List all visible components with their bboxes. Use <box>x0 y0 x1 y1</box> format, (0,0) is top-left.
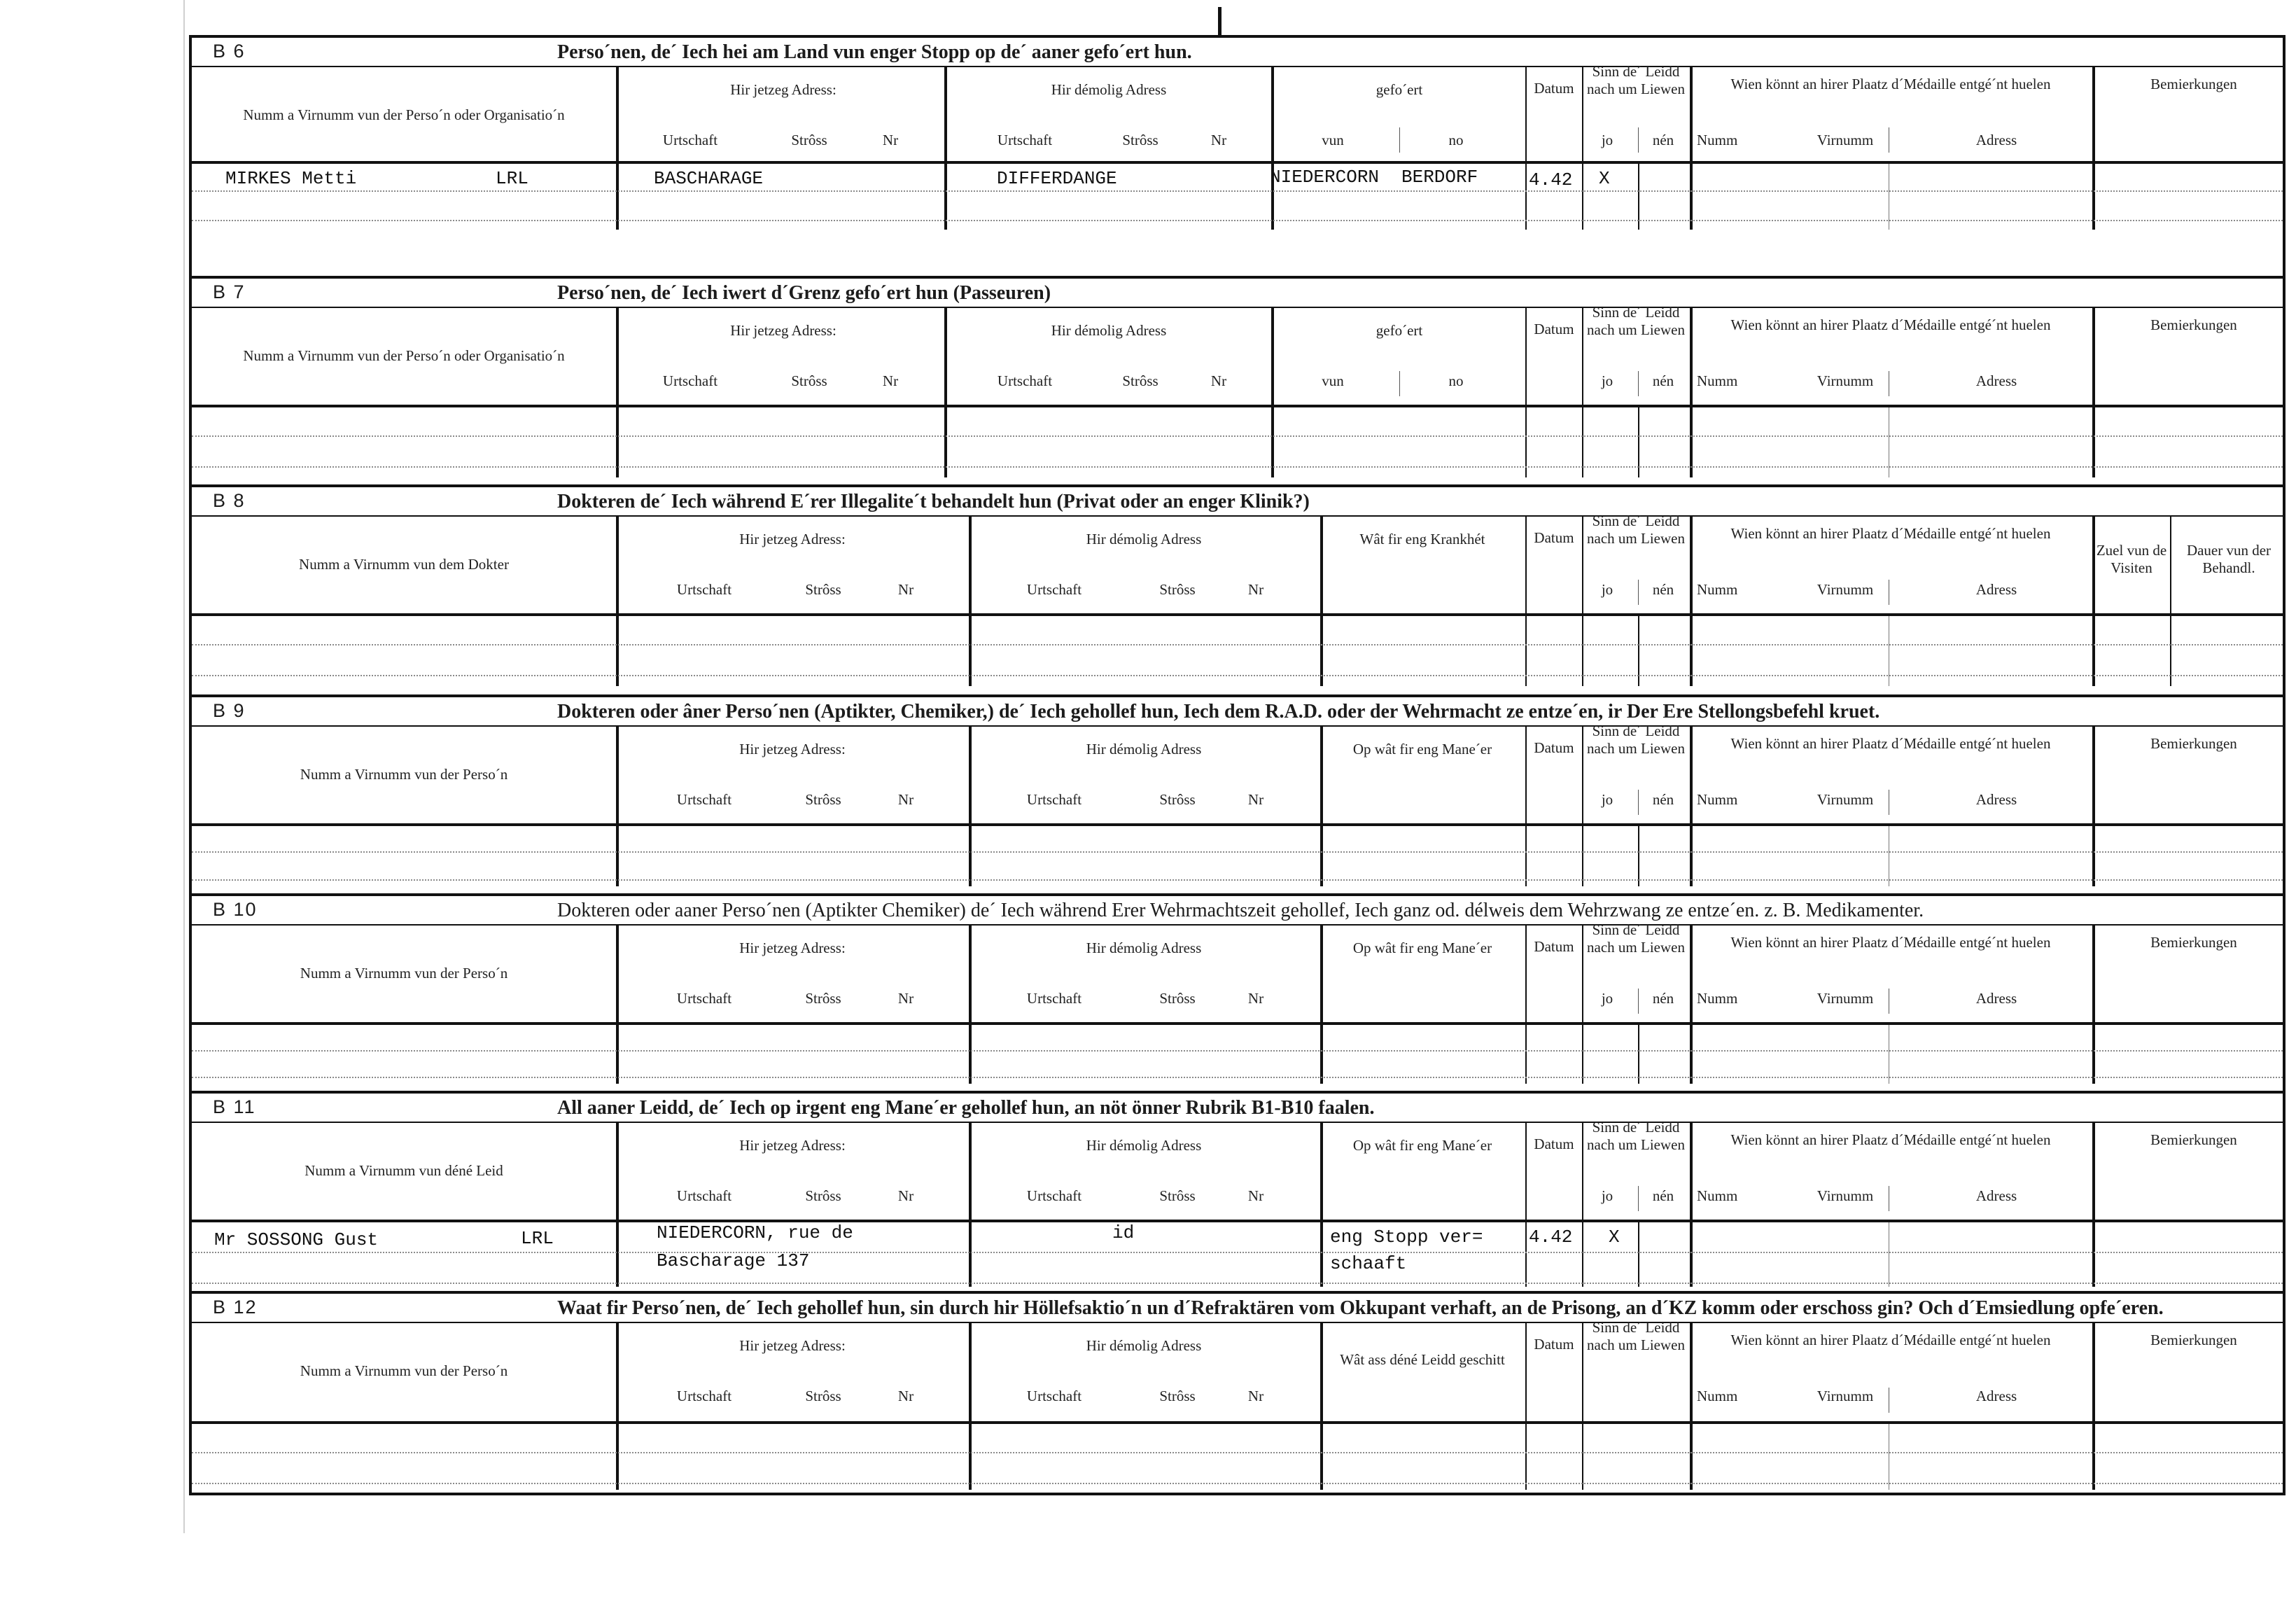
section-code: B 12 <box>213 1297 258 1318</box>
section-header <box>192 279 2283 308</box>
section-header <box>192 38 2283 67</box>
header-medal-address: Adress <box>1975 1388 2017 1404</box>
header-alive: Sinn de´ Leidd nach um Liewen <box>1587 1119 1685 1154</box>
header-number: Nr <box>897 581 914 598</box>
header-yes: jo <box>1601 132 1614 148</box>
column-header-row <box>192 512 2283 616</box>
header-name: Numm a Virnumm vun der Perso´n oder Organisatio´n <box>243 106 565 123</box>
header-medal-address: Adress <box>1975 791 2017 808</box>
header-col3: gefo´ert <box>1376 81 1423 98</box>
page-edge <box>183 0 185 1533</box>
header-name: Numm a Virnumm vun déné Leid <box>304 1162 503 1179</box>
column-header-row <box>192 63 2283 164</box>
header-street: Strôss <box>1159 1388 1196 1404</box>
header-number: Nr <box>1210 372 1227 389</box>
header-street: Strôss <box>805 581 841 598</box>
section-header <box>192 896 2283 926</box>
header-medal: Wien könnt an hirer Plaatz d´Médaille entgé´nt huelen <box>1730 76 2051 92</box>
header-locality: Urtschaft <box>997 132 1053 148</box>
section-title: Dokteren de´ Iech während E´rer Illegalite´t behandelt hun (Privat oder an enger Klinik?) <box>557 491 1310 512</box>
section-b11 <box>192 1094 2283 1294</box>
header-street: Strôss <box>805 1388 841 1404</box>
section-title: Perso´nen, de´ Iech iwert d´Grenz gefo´ert hun (Passeuren) <box>557 282 1051 304</box>
column-header-row <box>192 722 2283 826</box>
header-remarks: Bemierkungen <box>2150 316 2237 333</box>
header-medal-firstname: Virnumm <box>1816 132 1874 148</box>
entry-alive-mark: X <box>1599 168 1610 189</box>
header-name: Numm a Virnumm vun der Perso´n <box>300 1362 508 1379</box>
header-medal-address: Adress <box>1975 372 2017 389</box>
header-street: Strôss <box>1159 990 1196 1007</box>
section-title: All aaner Leidd, de´ Iech op irgent eng Mane´er gehollef hun, an nöt önner Rubrik B1-B10 faalen. <box>557 1097 1375 1119</box>
column-header-row <box>192 1119 2283 1222</box>
header-yes: jo <box>1601 990 1614 1007</box>
header-medal-name: Numm <box>1697 372 1738 389</box>
header-medal-firstname: Virnumm <box>1816 1388 1874 1404</box>
header-number: Nr <box>897 1187 914 1204</box>
section-header <box>192 1294 2283 1323</box>
header-visits: Zuel vun de Visiten <box>2096 542 2167 577</box>
header-number: Nr <box>1247 1187 1264 1204</box>
header-current-address: Hir jetzeg Adress: <box>739 1137 846 1154</box>
header-street: Strôss <box>791 132 827 148</box>
section-title: Waat fir Perso´nen, de´ Iech gehollef hun, sin durch hir Höllefsaktio´n un d´Refraktären vom Okkupant verhaft, an de Prisong, an d´KZ komm oder erschoss gin? Och d´Emsiedlung opfe´eren. <box>557 1297 2164 1319</box>
header-medal-address: Adress <box>1975 132 2017 148</box>
header-street: Strôss <box>805 990 841 1007</box>
header-to: no <box>1448 372 1464 389</box>
header-locality: Urtschaft <box>676 990 732 1007</box>
entry-date: 4.42 <box>1529 169 1573 190</box>
header-current-address: Hir jetzeg Adress: <box>730 322 836 339</box>
section-title: Dokteren oder âner Perso´nen (Aptikter, Chemiker,) de´ Iech gehollef hun, Iech dem R.A.D. oder der Wehrmacht ze entze´en, ir Der Ere Stellongsbefehl kruet. <box>557 701 1880 722</box>
header-duration: Dauer vun der Behandl. <box>2186 542 2272 577</box>
header-name: Numm a Virnumm vun der Perso´n <box>300 965 508 982</box>
section-b12 <box>192 1294 2283 1493</box>
header-alive: Sinn de´ Leidd nach um Liewen <box>1587 1319 1685 1354</box>
header-number: Nr <box>1247 791 1264 808</box>
header-locality: Urtschaft <box>662 132 718 148</box>
entry-row[interactable] <box>192 1222 2283 1287</box>
header-to: no <box>1448 132 1464 148</box>
header-current-address: Hir jetzeg Adress: <box>730 81 836 98</box>
header-former-address: Hir démolig Adress <box>1086 531 1202 547</box>
header-locality: Urtschaft <box>676 581 732 598</box>
entry-former-address: DIFFERDANGE <box>997 168 1117 189</box>
column-header-row <box>192 921 2283 1025</box>
header-medal-firstname: Virnumm <box>1816 791 1874 808</box>
header-date: Datum <box>1534 321 1574 337</box>
header-no: nén <box>1652 1187 1674 1204</box>
header-number: Nr <box>897 791 914 808</box>
header-alive: Sinn de´ Leidd nach um Liewen <box>1587 63 1685 98</box>
entry-current-address: BASCHARAGE <box>654 168 764 189</box>
header-current-address: Hir jetzeg Adress: <box>739 1337 846 1354</box>
header-date: Datum <box>1534 1136 1574 1152</box>
entry-manner-line2: schaaft <box>1330 1253 1407 1274</box>
entry-org: LRL <box>521 1228 554 1249</box>
header-from: vun <box>1322 372 1344 389</box>
header-current-address: Hir jetzeg Adress: <box>739 531 846 547</box>
header-name: Numm a Virnumm vun der Perso´n <box>300 766 508 783</box>
header-number: Nr <box>882 372 899 389</box>
header-remarks: Bemierkungen <box>2150 934 2237 951</box>
entry-former-address: id <box>1112 1222 1135 1243</box>
header-street: Strôss <box>1159 581 1196 598</box>
header-col3: Op wât fir eng Mane´er <box>1352 741 1492 757</box>
header-locality: Urtschaft <box>676 1388 732 1404</box>
header-locality: Urtschaft <box>1026 791 1082 808</box>
section-header <box>192 1094 2283 1123</box>
header-yes: jo <box>1601 1187 1614 1204</box>
header-yes: jo <box>1601 581 1614 598</box>
header-no: nén <box>1652 791 1674 808</box>
header-medal: Wien könnt an hirer Plaatz d´Médaille entgé´nt huelen <box>1730 1332 2051 1348</box>
section-b8 <box>192 487 2283 697</box>
header-medal-name: Numm <box>1697 1187 1738 1204</box>
section-code: B 6 <box>213 41 246 62</box>
section-header <box>192 487 2283 517</box>
header-former-address: Hir démolig Adress <box>1086 1337 1202 1354</box>
header-date: Datum <box>1534 1336 1574 1353</box>
header-medal: Wien könnt an hirer Plaatz d´Médaille entgé´nt huelen <box>1730 316 2051 333</box>
header-locality: Urtschaft <box>1026 990 1082 1007</box>
header-date: Datum <box>1534 529 1574 546</box>
header-number: Nr <box>1247 990 1264 1007</box>
header-yes: jo <box>1601 372 1614 389</box>
header-number: Nr <box>897 1388 914 1404</box>
header-no: nén <box>1652 990 1674 1007</box>
header-medal-firstname: Virnumm <box>1816 581 1874 598</box>
entry-alive-mark: X <box>1609 1227 1620 1248</box>
entry-row[interactable] <box>192 164 2283 230</box>
entry-row[interactable] <box>192 616 2283 686</box>
header-date: Datum <box>1534 80 1574 97</box>
header-medal-name: Numm <box>1697 791 1738 808</box>
page-mark <box>1218 7 1222 35</box>
questionnaire-form <box>189 35 2286 1495</box>
header-col3: Op wât fir eng Mane´er <box>1352 940 1492 956</box>
header-from: vun <box>1322 132 1344 148</box>
header-no: nén <box>1652 581 1674 598</box>
entry-row[interactable] <box>192 826 2283 886</box>
section-code: B 7 <box>213 281 246 302</box>
header-street: Strôss <box>791 372 827 389</box>
header-street: Strôss <box>805 791 841 808</box>
header-col3: Wât fir eng Krankhét <box>1359 531 1485 547</box>
header-medal-firstname: Virnumm <box>1816 1187 1874 1204</box>
header-locality: Urtschaft <box>997 372 1053 389</box>
entry-name: Mr SOSSONG Gust <box>214 1229 379 1250</box>
header-alive: Sinn de´ Leidd nach um Liewen <box>1587 304 1685 339</box>
header-locality: Urtschaft <box>1026 581 1082 598</box>
header-current-address: Hir jetzeg Adress: <box>739 741 846 757</box>
column-header-row <box>192 304 2283 407</box>
header-locality: Urtschaft <box>1026 1388 1082 1404</box>
header-name: Numm a Virnumm vun der Perso´n oder Organisatio´n <box>243 347 565 364</box>
header-medal-address: Adress <box>1975 1187 2017 1204</box>
header-street: Strôss <box>1122 132 1158 148</box>
header-locality: Urtschaft <box>676 1187 732 1204</box>
entry-name: MIRKES Metti <box>225 168 357 189</box>
entry-row[interactable] <box>192 407 2283 477</box>
section-header <box>192 697 2283 727</box>
entry-date: 4.42 <box>1529 1227 1573 1248</box>
header-street: Strôss <box>805 1187 841 1204</box>
entry-to: BERDORF <box>1401 167 1478 188</box>
section-title: Perso´nen, de´ Iech hei am Land vun enger Stopp op de´ aaner gefo´ert hun. <box>557 41 1192 63</box>
header-number: Nr <box>882 132 899 148</box>
header-former-address: Hir démolig Adress <box>1086 1137 1202 1154</box>
header-number: Nr <box>1247 581 1264 598</box>
header-locality: Urtschaft <box>676 791 732 808</box>
header-medal: Wien könnt an hirer Plaatz d´Médaille entgé´nt huelen <box>1730 1131 2051 1148</box>
header-alive: Sinn de´ Leidd nach um Liewen <box>1587 512 1685 547</box>
section-code: B 9 <box>213 700 246 721</box>
header-date: Datum <box>1534 938 1574 955</box>
header-alive: Sinn de´ Leidd nach um Liewen <box>1587 921 1685 956</box>
header-remarks: Bemierkungen <box>2150 1131 2237 1148</box>
header-medal-address: Adress <box>1975 990 2017 1007</box>
header-medal: Wien könnt an hirer Plaatz d´Médaille entgé´nt huelen <box>1730 735 2051 752</box>
header-medal-name: Numm <box>1697 581 1738 598</box>
header-remarks: Bemierkungen <box>2150 735 2237 752</box>
column-header-row <box>192 1319 2283 1424</box>
section-code: B 10 <box>213 899 258 920</box>
entry-current-address-line1: NIEDERCORN, rue de <box>657 1222 853 1243</box>
section-b10 <box>192 896 2283 1094</box>
header-medal-name: Numm <box>1697 1388 1738 1404</box>
header-former-address: Hir démolig Adress <box>1086 741 1202 757</box>
entry-from: NIEDERCORN <box>1270 167 1380 188</box>
entry-org: LRL <box>496 168 528 189</box>
header-locality: Urtschaft <box>662 372 718 389</box>
section-code: B 11 <box>213 1096 256 1117</box>
section-b7 <box>192 279 2283 487</box>
entry-current-address-line2: Bascharage 137 <box>657 1250 810 1271</box>
header-number: Nr <box>897 990 914 1007</box>
section-b9 <box>192 697 2283 896</box>
header-col3: gefo´ert <box>1376 322 1423 339</box>
header-street: Strôss <box>1122 372 1158 389</box>
section-b6 <box>192 38 2283 279</box>
header-no: nén <box>1652 372 1674 389</box>
header-number: Nr <box>1210 132 1227 148</box>
header-remarks: Bemierkungen <box>2150 76 2237 92</box>
header-col3: Wât ass déné Leidd geschitt <box>1340 1351 1505 1368</box>
header-street: Strôss <box>1159 791 1196 808</box>
header-current-address: Hir jetzeg Adress: <box>739 940 846 956</box>
entry-row[interactable] <box>192 1025 2283 1084</box>
header-medal-name: Numm <box>1697 132 1738 148</box>
header-former-address: Hir démolig Adress <box>1051 81 1167 98</box>
header-col3: Op wât fir eng Mane´er <box>1352 1137 1492 1154</box>
header-no: nén <box>1652 132 1674 148</box>
entry-row[interactable] <box>192 1424 2283 1490</box>
header-date: Datum <box>1534 739 1574 756</box>
header-medal: Wien könnt an hirer Plaatz d´Médaille entgé´nt huelen <box>1730 525 2051 542</box>
header-street: Strôss <box>1159 1187 1196 1204</box>
header-former-address: Hir démolig Adress <box>1051 322 1167 339</box>
header-name: Numm a Virnumm vun dem Dokter <box>299 556 509 573</box>
header-medal-firstname: Virnumm <box>1816 990 1874 1007</box>
header-remarks: Bemierkungen <box>2150 1332 2237 1348</box>
header-number: Nr <box>1247 1388 1264 1404</box>
section-code: B 8 <box>213 490 246 511</box>
header-locality: Urtschaft <box>1026 1187 1082 1204</box>
header-medal-address: Adress <box>1975 581 2017 598</box>
header-alive: Sinn de´ Leidd nach um Liewen <box>1587 722 1685 757</box>
header-former-address: Hir démolig Adress <box>1086 940 1202 956</box>
header-medal: Wien könnt an hirer Plaatz d´Médaille entgé´nt huelen <box>1730 934 2051 951</box>
header-yes: jo <box>1601 791 1614 808</box>
header-medal-firstname: Virnumm <box>1816 372 1874 389</box>
header-medal-name: Numm <box>1697 990 1738 1007</box>
section-title: Dokteren oder aaner Perso´nen (Aptikter Chemiker) de´ Iech während Erer Wehrmachtszeit gehollef, Iech ganz od. délweis dem Wehrzwang ze entze´en. z. B. Medikamenter. <box>557 900 1924 921</box>
entry-manner-line1: eng Stopp ver= <box>1330 1227 1483 1248</box>
